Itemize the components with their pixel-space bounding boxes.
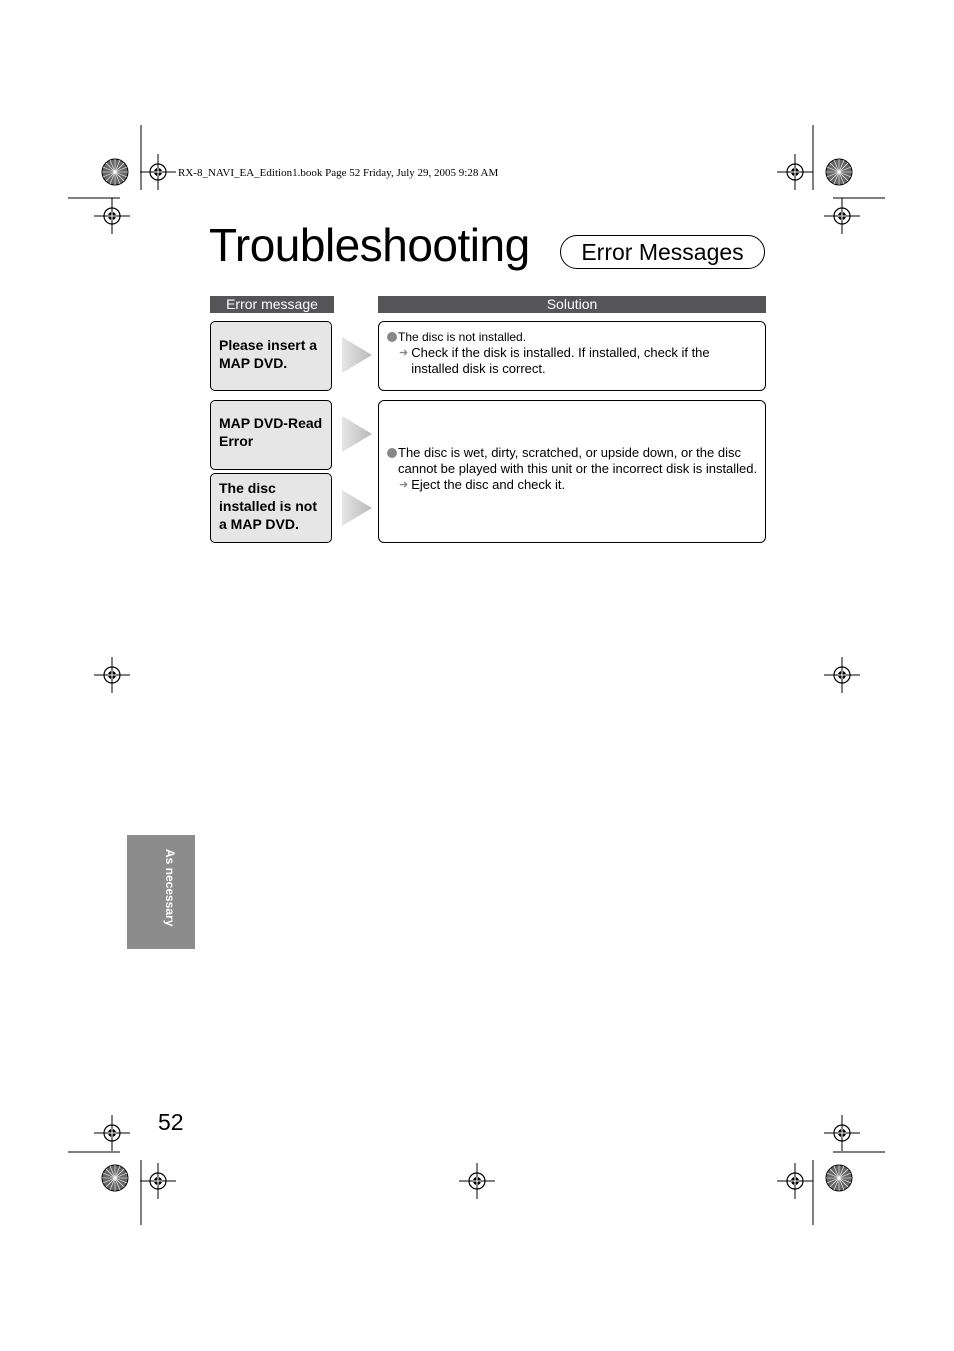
print-header-line: RX-8_NAVI_EA_Edition1.book Page 52 Friday, July 29, 2005 9:28 AM (178, 167, 499, 179)
error-box-insert-map-dvd (210, 321, 332, 391)
side-tab (127, 835, 195, 949)
solution-action: Eject the disc and check it. (411, 477, 566, 492)
error-box-read-error (210, 400, 332, 470)
bullet-icon (387, 332, 397, 342)
solution-box-disc-problem (378, 400, 766, 543)
solution-box-not-installed (378, 321, 766, 391)
error-text: MAP DVD-Read Error (219, 415, 323, 449)
error-text: Please insert a MAP DVD. (219, 337, 318, 371)
section-subtitle: Error Messages (560, 235, 765, 269)
right-arrow-icon (342, 490, 372, 526)
error-text: The disc installed is not a MAP DVD. (219, 480, 318, 532)
solution-action-row (387, 477, 759, 493)
arrow-right-icon: ➜ (399, 347, 409, 359)
right-arrow-icon (342, 337, 372, 373)
solution-action-row (387, 345, 757, 377)
bullet-icon (387, 448, 397, 458)
page-number: 52 (158, 1109, 184, 1135)
arrow-right-icon: ➜ (399, 479, 409, 491)
side-tab-label: As necessary (163, 849, 177, 927)
error-box-not-map-dvd (210, 473, 332, 543)
column-header-solution: Solution (378, 296, 766, 313)
solution-cause-row (387, 445, 759, 477)
right-arrow-icon (342, 416, 372, 452)
solution-cause: The disc is wet, dirty, scratched, or upside down, or the disc cannot be played with this unit or the incorrect disk is installed. (398, 445, 758, 476)
page-title: Troubleshooting (209, 219, 530, 271)
solution-action: Check if the disk is installed. If installed, check if the installed disk is correct. (411, 345, 710, 376)
solution-cause: The disc is not installed. (398, 330, 527, 344)
column-header-error-message: Error message (210, 296, 334, 313)
solution-cause-row (387, 329, 757, 345)
